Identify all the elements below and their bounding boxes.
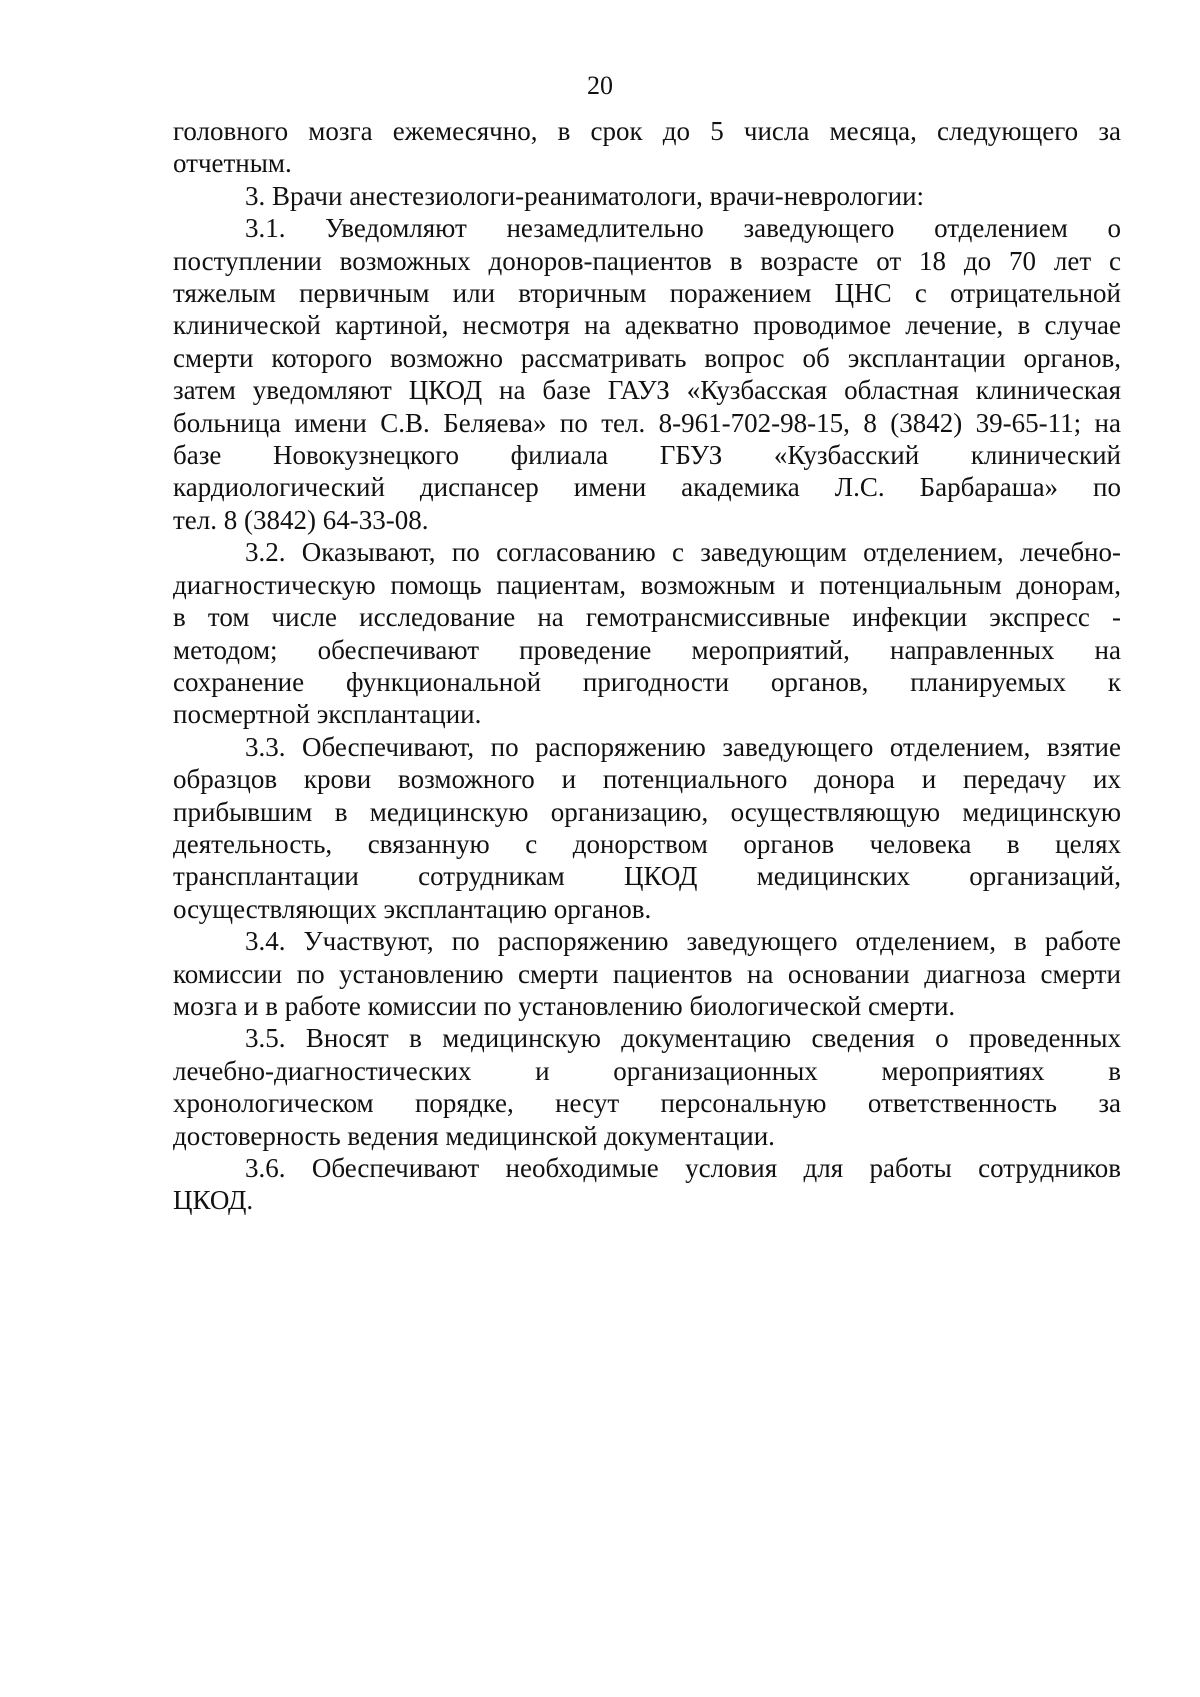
text-line: деятельность, связанную с донорством органов человека в целях	[173, 828, 1121, 859]
text-line: осуществляющих эксплантацию органов.	[173, 893, 652, 924]
paragraph-p5	[173, 925, 1121, 1022]
text-line: затем уведомляют ЦКОД на базе ГАУЗ «Кузбасская областная клиническая	[173, 375, 1121, 406]
paragraph-p2	[173, 212, 1121, 536]
text-line: смерти которого возможно рассматривать вопрос об эксплантации органов,	[173, 342, 1121, 373]
text-line: 3.3. Обеспечивают, по распоряжению заведующего отделением, взятие	[245, 731, 1121, 762]
text-line: мозга и в работе комиссии по установлению биологической смерти.	[173, 990, 956, 1021]
text-line: головного мозга ежемесячно, в срок до 5 числа месяца, следующего за	[173, 116, 1121, 146]
page-number: 20	[587, 71, 613, 100]
text-line: лечебно-диагностических и организационных мероприятиях в	[173, 1055, 1121, 1086]
text-line: диагностическую помощь пациентам, возможным и потенциальным донорам,	[173, 569, 1121, 600]
text-line: 3.1. Уведомляют незамедлительно заведующего отделением о	[245, 213, 1121, 244]
paragraph-p7	[173, 1152, 1121, 1217]
document-body	[173, 115, 1121, 1217]
text-line: тел. 8 (3842) 64-33-08.	[173, 504, 429, 535]
text-line: базе Новокузнецкого филиала ГБУЗ «Кузбасский клинический	[173, 440, 1121, 471]
text-line: кардиологический диспансер имени академика Л.С. Барбараша» по	[173, 472, 1121, 503]
text-line: методом; обеспечивают проведение мероприятий, направленных на	[173, 634, 1121, 665]
text-line: хронологическом порядке, несут персональную ответственность за	[173, 1088, 1121, 1119]
text-line: трансплантации сотрудникам ЦКОД медицинских организаций,	[173, 861, 1121, 892]
text-line: достоверность ведения медицинской документации.	[173, 1120, 775, 1151]
text-line: образцов крови возможного и потенциального донора и передачу их	[173, 764, 1121, 795]
text-line: посмертной эксплантации.	[173, 699, 482, 730]
text-line: 3. Врачи анестезиологи-реаниматологи, врачи-неврологии:	[245, 180, 925, 211]
text-line: тяжелым первичным или вторичным поражением ЦНС с отрицательной	[173, 278, 1121, 309]
text-line: 3.5. Вносят в медицинскую документацию сведения о проведенных	[245, 1023, 1121, 1054]
paragraph-p3	[173, 536, 1121, 730]
text-line: клинической картиной, несмотря на адекватно проводимое лечение, в случае	[173, 310, 1121, 341]
text-line: 3.4. Участвуют, по распоряжению заведующего отделением, в работе	[245, 926, 1121, 957]
paragraph-p6	[173, 1022, 1121, 1152]
text-line: поступлении возможных доноров-пациентов в возрасте от 18 до 70 лет с	[173, 245, 1121, 276]
text-line: прибывшим в медицинскую организацию, осуществляющую медицинскую	[173, 796, 1121, 827]
text-line: 3.6. Обеспечивают необходимые условия для работы сотрудников	[245, 1153, 1121, 1183]
text-line: комиссии по установлению смерти пациентов на основании диагноза смерти	[173, 958, 1121, 989]
text-line: больница имени С.В. Беляева» по тел. 8-961-702-98-15, 8 (3842) 39-65-11; на	[173, 407, 1121, 438]
paragraph-p0	[173, 115, 1121, 180]
text-line: сохранение функциональной пригодности органов, планируемых к	[173, 666, 1121, 697]
text-line: 3.2. Оказывают, по согласованию с заведующим отделением, лечебно-	[245, 537, 1121, 568]
paragraph-p1	[173, 180, 1121, 212]
paragraph-p4	[173, 731, 1121, 925]
text-line: в том числе исследование на гемотрансмиссивные инфекции экспресс -	[173, 602, 1121, 633]
text-line: ЦКОД.	[173, 1185, 254, 1216]
text-line: отчетным.	[173, 148, 292, 179]
